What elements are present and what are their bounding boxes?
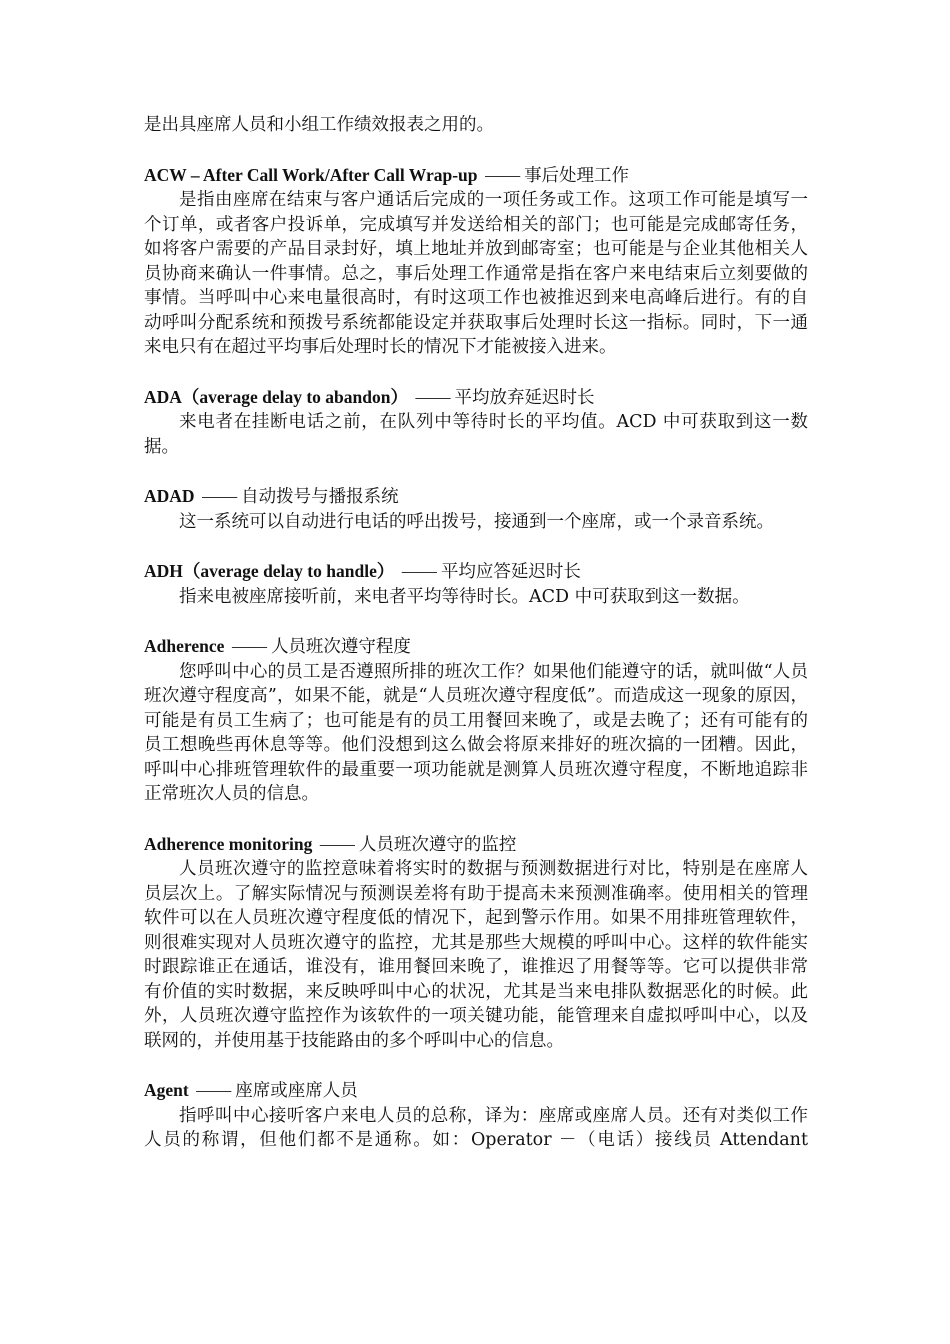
entry-heading	[144, 634, 808, 660]
entry-dash: ——	[485, 164, 521, 185]
entry-gloss: 自动拨号与播报系统	[241, 487, 399, 507]
entry-term: ADH（average delay to handle）	[144, 561, 395, 581]
glossary-entry-acw	[144, 163, 808, 360]
entry-dash: ——	[202, 486, 238, 506]
entry-gloss: 平均应答延迟时长	[440, 562, 581, 582]
entry-term: ADAD	[144, 486, 195, 506]
glossary-entry-adad	[144, 484, 808, 534]
entry-definition: 指来电被座席接听前，来电者平均等待时长。ACD 中可获取到这一数据。	[179, 586, 750, 607]
glossary-entry-adh	[144, 559, 808, 609]
entry-definition: 是指由座席在结束与客户通话后完成的一项任务或工作。这项工作可能是填写一个订单，或者客户投诉单，完成填写并发送给相关的部门；也可能是完成邮寄任务，如将客户需要的产品目录封好，填上地址并放到邮寄室；也可能是与企业其他相关人员协商来确认一件事情。总之，事后处理工作通常是指在客户来电结束后立刻要做的事情。当呼叫中心来电量很高时，有时这项工作也被推迟到来电高峰后进行。有的自动呼叫分配系统和预拨号系统都能设定并获取事后处理时长这一指标。同时，下一通来电只有在超过平均事后处理时长的情况下才能被接入进来。	[144, 190, 808, 357]
entry-term: ACW – After Call Work/After Call Wrap-up	[144, 164, 478, 185]
entry-heading	[144, 385, 808, 411]
glossary-entry-agent	[144, 1078, 808, 1153]
entry-gloss: 座席或座席人员	[235, 1081, 358, 1101]
entry-gloss: 人员班次遵守程度	[270, 637, 411, 657]
entry-heading	[144, 484, 808, 510]
entry-dash: ——	[196, 1080, 232, 1100]
entry-gloss: 事后处理工作	[524, 165, 630, 186]
entry-definition: 来电者在挂断电话之前，在队列中等待时长的平均值。ACD 中可获取到这一数据。	[144, 412, 808, 457]
entry-term: Adherence	[144, 636, 225, 656]
entry-term: Adherence monitoring	[144, 833, 313, 854]
glossary-entry-adherence	[144, 634, 808, 807]
entry-definition: 人员班次遵守的监控意味着将实时的数据与预测数据进行对比，特别是在座席人员层次上。了解实际情况与预测误差将有助于提高未来预测准确率。使用相关的管理软件可以在人员班次遵守程度低的情况下，起到警示作用。如果不用排班管理软件，则很难实现对人员班次遵守的监控，尤其是那些大规模的呼叫中心。这样的软件能实时跟踪谁正在通话，谁没有，谁用餐回来晚了，谁推迟了用餐等等。它可以提供非常有价值的实时数据，来反映呼叫中心的状况，尤其是当来电排队数据恶化的时候。此外，人员班次遵守监控作为该软件的一项关键功能，能管理来自虚拟呼叫中心，以及联网的，并使用基于技能路由的多个呼叫中心的信息。	[144, 859, 808, 1051]
entry-dash: ——	[415, 386, 451, 407]
entry-term: Agent	[144, 1080, 189, 1100]
entry-heading	[144, 1078, 808, 1104]
entry-definition: 您呼叫中心的员工是否遵照所排的班次工作？如果他们能遵守的话，就叫做“人员班次遵守程度高”，如果不能，就是“人员班次遵守程度低”。而造成这一现象的原因，可能是有员工生病了；也可能是有的员工用餐回来晚了，或是去晚了；还有可能有的员工想晚些再休息等等。他们没想到这么做会将原来排好的班次搞的一团糟。因此，呼叫中心排班管理软件的最重要一项功能就是测算人员班次遵守程度，不断地追踪非正常班次人员的信息。	[144, 661, 808, 804]
entry-term: ADA（average delay to abandon）	[144, 386, 408, 407]
glossary-entry-adherence-monitoring	[144, 832, 808, 1054]
entry-gloss: 平均放弃延迟时长	[454, 387, 595, 408]
entry-heading	[144, 832, 808, 858]
entry-definition: 指呼叫中心接听客户来电人员的总称，译为：座席或座席人员。还有对类似工作人员的称谓，但他们都不是通称。如：Operator －（电话）接线员 Attendant	[144, 1105, 808, 1150]
document-body	[144, 113, 808, 1178]
entry-dash: ——	[319, 833, 355, 854]
intro-paragraph: 是出具座席人员和小组工作绩效报表之用的。	[144, 115, 494, 135]
entry-dash: ——	[231, 636, 267, 656]
entry-dash: ——	[401, 561, 437, 581]
glossary-entry-ada	[144, 385, 808, 460]
entry-gloss: 人员班次遵守的监控	[358, 834, 517, 855]
entry-definition: 这一系统可以自动进行电话的呼出拨号，接通到一个座席，或一个录音系统。	[179, 511, 774, 532]
entry-heading	[144, 559, 808, 585]
entry-heading	[144, 163, 808, 189]
